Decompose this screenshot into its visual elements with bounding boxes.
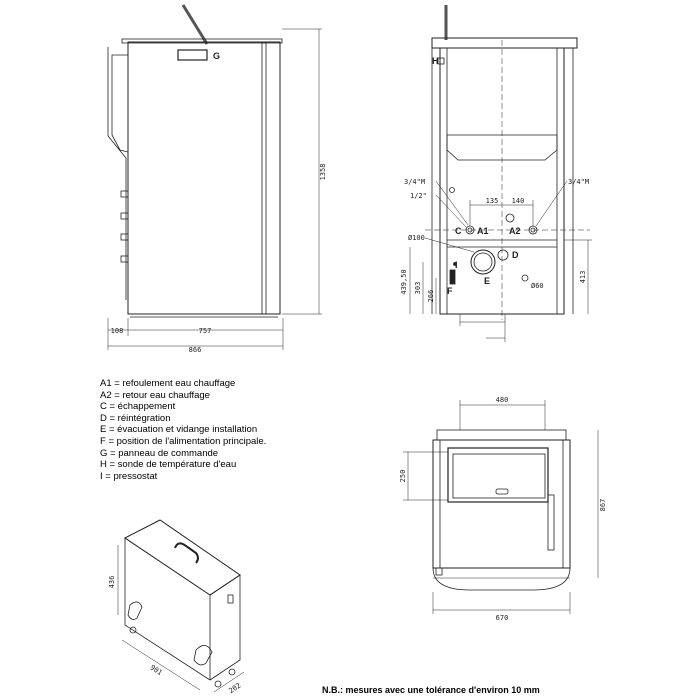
label-f: F (447, 286, 453, 296)
dim-670: 670 (495, 614, 509, 622)
label-g: G (213, 51, 221, 61)
label-a1: A1 (477, 226, 489, 236)
dim-901: 901 (148, 663, 164, 678)
legend-item: E = évacuation et vidange installation (100, 424, 258, 436)
pipe-size-a2: 3/4"M (568, 178, 590, 186)
dim-413: 413 (579, 270, 587, 284)
dim-266: 266 (427, 289, 435, 303)
legend-item: D = réintégration (100, 412, 171, 424)
front-view (403, 400, 598, 614)
tolerance-note: N.B.: mesures avec une tolérance d'environ 10 mm (322, 685, 540, 695)
label-i: I (455, 260, 458, 270)
label-h: H (432, 56, 439, 66)
dim-108: 108 (110, 327, 124, 335)
dim-303: 303 (414, 281, 422, 295)
dim-436: 436 (108, 575, 116, 589)
dim-757: 757 (198, 327, 212, 335)
dim-202: 202 (227, 681, 243, 696)
dim-867: 867 (599, 498, 607, 512)
dim-140: 140 (511, 197, 525, 205)
dim-250: 250 (399, 469, 407, 483)
legend-item: I = pressostat (100, 470, 158, 482)
label-d: D (512, 250, 519, 260)
dim-866: 866 (188, 346, 202, 354)
legend-item: F = position de l'alimentation principale. (100, 435, 267, 447)
dim-diameter-60: Ø60 (531, 282, 544, 290)
legend-item: C = échappement (100, 401, 176, 413)
legend (100, 378, 266, 482)
dim-135: 135 (485, 197, 499, 205)
pipe-size-c: 1/2" (410, 192, 427, 200)
legend-item: A1 = refoulement eau chauffage (100, 378, 236, 389)
dim-480: 480 (495, 396, 509, 404)
label-c: C (455, 226, 462, 236)
iso-view (118, 520, 244, 692)
dim-diameter-100: Ø100 (408, 234, 425, 242)
label-a2: A2 (509, 226, 521, 236)
dim-439-50: 439,50 (400, 269, 408, 295)
pipe-size-a1: 3/4"M (404, 178, 426, 186)
dim-height-1358: 1358 (319, 163, 327, 181)
legend-item: A2 = retour eau chauffage (100, 389, 210, 401)
legend-item: H = sonde de température d'eau (100, 459, 237, 471)
label-e: E (484, 276, 491, 286)
legend-item: G = panneau de commande (100, 447, 219, 459)
